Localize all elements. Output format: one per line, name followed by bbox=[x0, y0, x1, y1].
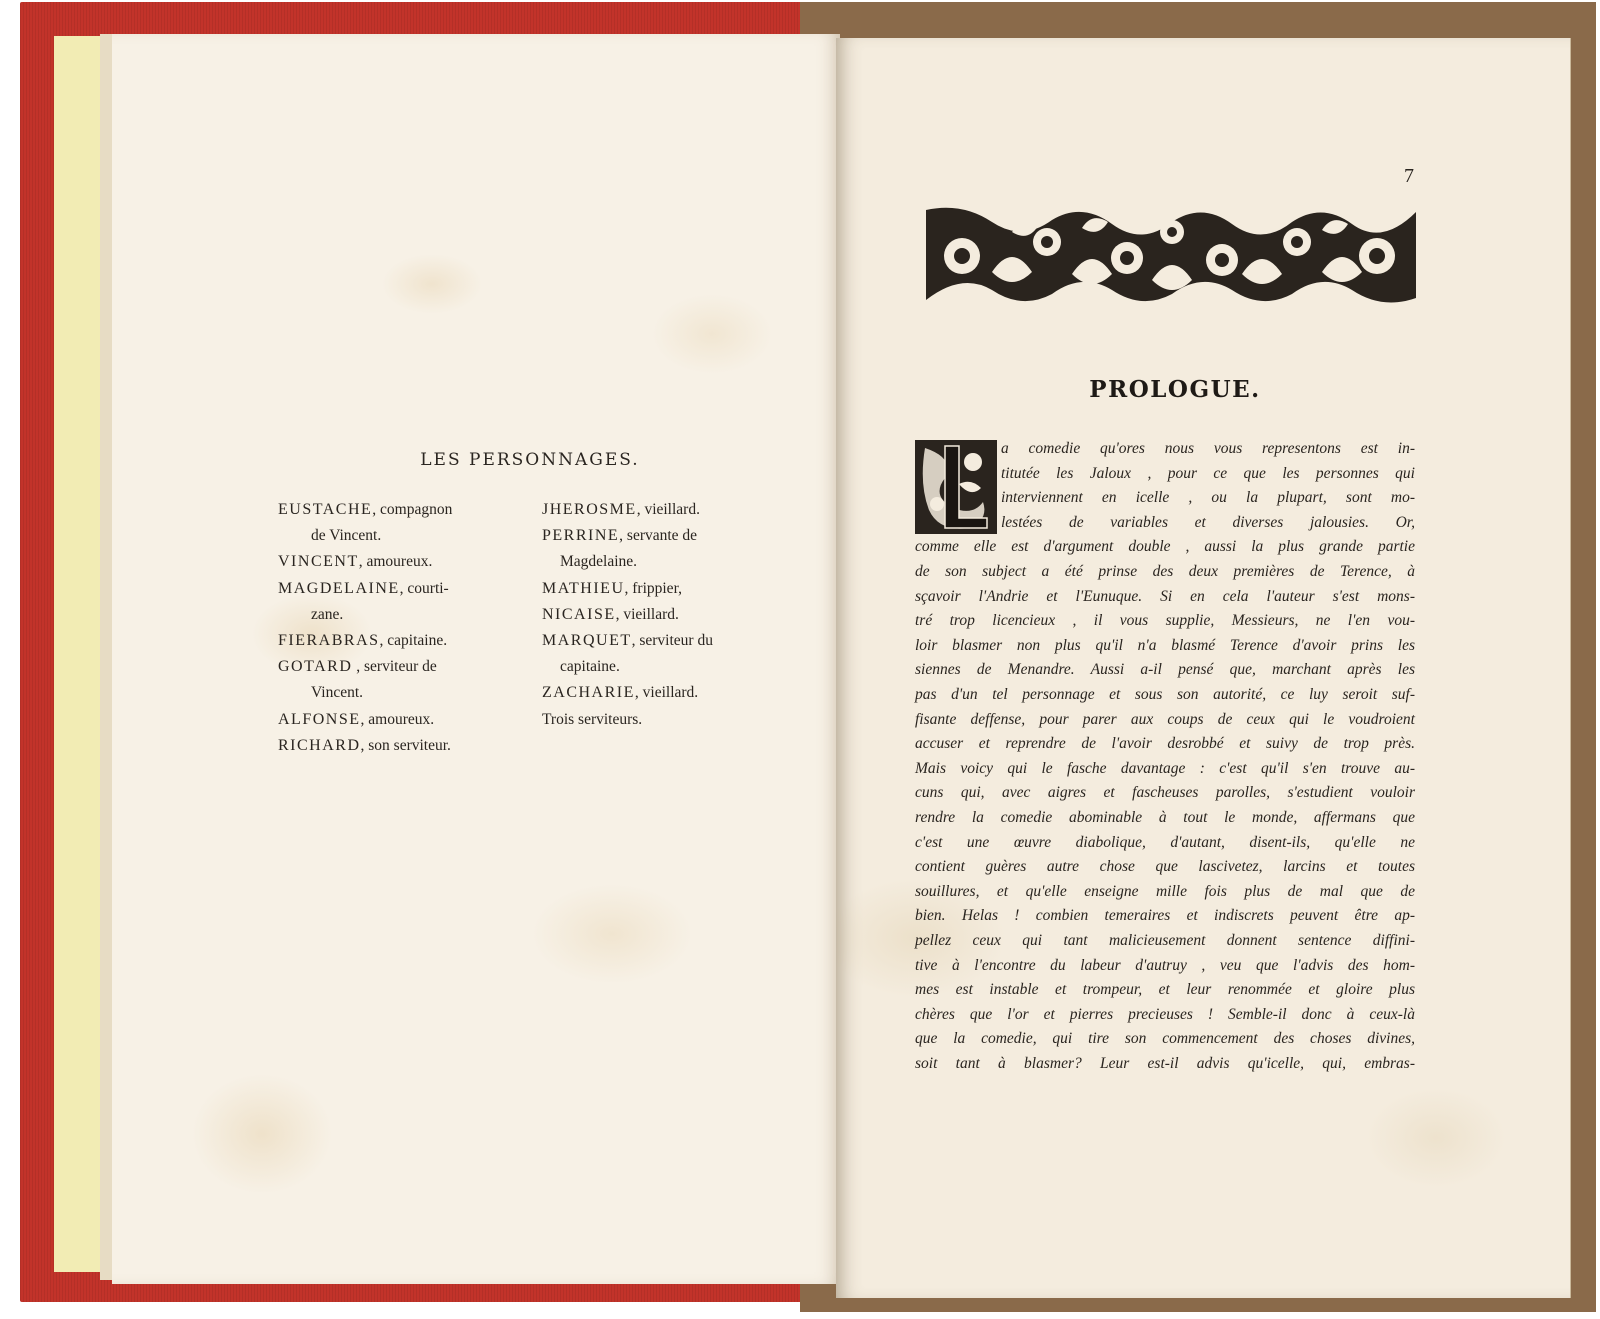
text-line: interviennent en icelle , ou la plupart, sont mo- bbox=[1001, 489, 1415, 507]
text-line: pas d'un tel personnage et sous son autorité, ce luy seroit suf- bbox=[915, 686, 1415, 703]
cast-entry bbox=[278, 549, 528, 575]
text-line: Mais voicy qui le fasche davantage : c'est qu'il s'en trouve au- bbox=[915, 759, 1415, 777]
character-description: , capitaine. bbox=[379, 632, 448, 650]
character-description: , frippier, bbox=[624, 579, 682, 597]
cast-entry bbox=[278, 497, 528, 523]
character-description: , amoureux. bbox=[360, 710, 435, 728]
character-description: , vieillard. bbox=[634, 684, 699, 702]
text-line: siennes de Menandre. Aussi a-il pensé que, marchant après les bbox=[915, 661, 1415, 679]
cast-entry bbox=[278, 733, 528, 759]
character-description-continued: capitaine. bbox=[560, 658, 620, 676]
text-line: lestées de variables et diverses jalousies. Or, bbox=[1001, 513, 1415, 531]
text-line: souillures, et qu'elle enseigne mille fois plus de mal que de bbox=[915, 882, 1415, 900]
text-line: pellez ceux qui tant malicieusement donnent sentence diffini- bbox=[915, 932, 1415, 949]
character-description: , vieillard. bbox=[636, 501, 700, 518]
text-line: mes est instable et trompeur, et leur renommée et gloire plus bbox=[915, 981, 1415, 999]
floral-headpiece-ornament bbox=[922, 202, 1420, 310]
character-name: ALFONSE bbox=[278, 710, 361, 728]
character-description: , serviteur du bbox=[631, 632, 713, 650]
decorated-initial-L bbox=[915, 440, 997, 534]
text-line: contient guères autre chose que lascivetez, larcins et toutes bbox=[915, 858, 1415, 876]
text-line: bien. Helas ! combien temeraires et indiscrets peuvent être ap- bbox=[915, 907, 1415, 925]
character-description: , serviteur de bbox=[352, 658, 437, 676]
character-description: , courti- bbox=[399, 579, 449, 597]
cast-entry bbox=[542, 707, 762, 733]
text-line: titutée les Jaloux , pour ce que les personnes qui bbox=[1001, 464, 1415, 482]
character-description: , compagnon bbox=[372, 501, 453, 518]
text-line: a comedie qu'ores nous vous representons est in- bbox=[1001, 440, 1415, 457]
character-description: , servante de bbox=[619, 527, 698, 545]
character-name: JHEROSME bbox=[542, 501, 637, 518]
character-name: NICAISE bbox=[542, 605, 616, 623]
cast-column-2 bbox=[542, 497, 762, 733]
cast-entry bbox=[542, 602, 762, 628]
cast-entry bbox=[542, 497, 762, 523]
text-line: chères que l'or et pierres precieuses ! Semble-il donc à ceux-là bbox=[915, 1005, 1415, 1023]
character-description: , vieillard. bbox=[615, 605, 679, 623]
text-line: cuns qui, avec aigres et fascheuses parolles, s'estudient vouloir bbox=[915, 784, 1415, 802]
text-line: tive à l'encontre du labeur d'autruy , veu que l'advis des hom- bbox=[915, 956, 1415, 974]
text-line: que la comedie, qui tire son commencement des choses divines, bbox=[915, 1030, 1415, 1048]
text-line: loir blasmer non plus qu'il n'a blasmé Terence d'avoir prins les bbox=[915, 636, 1415, 654]
character-name: ZACHARIE bbox=[542, 684, 635, 702]
cast-entry bbox=[542, 680, 762, 706]
character-name: MARQUET bbox=[542, 632, 632, 650]
text-line: rendre la comedie abominable à tout le monde, affermans que bbox=[915, 809, 1415, 826]
cast-entry bbox=[542, 576, 762, 602]
character-description-continued: de Vincent. bbox=[311, 527, 382, 545]
character-name: VINCENT bbox=[278, 553, 359, 571]
character-description-continued: Vincent. bbox=[311, 684, 364, 702]
cast-entry bbox=[278, 628, 528, 654]
cast-entry bbox=[278, 576, 528, 602]
character-description: , son serviteur. bbox=[360, 736, 451, 754]
personnages-heading: LES PERSONNAGES. bbox=[420, 450, 640, 470]
cast-entry bbox=[542, 523, 762, 549]
text-line: fisante deffense, pour parer aux coups de ceux qui le voudroient bbox=[915, 710, 1415, 728]
character-description-continued: Magdelaine. bbox=[560, 553, 638, 571]
text-line: c'est une œuvre diabolique, d'autant, disent-ils, qu'elle ne bbox=[915, 833, 1415, 851]
character-description: Trois serviteurs. bbox=[542, 710, 643, 728]
text-line: sçavoir l'Andrie et l'Eunuque. Si en cela l'auteur s'est mons- bbox=[915, 587, 1415, 605]
character-name: EUSTACHE bbox=[278, 501, 373, 518]
cast-entry bbox=[278, 654, 528, 680]
cast-entry bbox=[542, 628, 762, 654]
text-line: de son subject a été prinse des deux premières de Terence, à bbox=[915, 563, 1415, 580]
text-line: accuser et reprendre de l'avoir desrobbé et suivy de trop près. bbox=[915, 735, 1415, 753]
text-line: soit tant à blasmer? Leur est-il advis qu'icelle, qui, embras- bbox=[915, 1055, 1415, 1072]
page-number: 7 bbox=[1404, 165, 1414, 187]
cast-entry bbox=[278, 707, 528, 733]
character-name: PERRINE bbox=[542, 527, 620, 545]
character-name: FIERABRAS bbox=[278, 632, 380, 650]
character-name: MATHIEU bbox=[542, 579, 625, 597]
character-name: GOTARD bbox=[278, 658, 353, 676]
text-line: tré trop licencieux , il vous supplie, Messieurs, ne l'en vou- bbox=[915, 612, 1415, 630]
character-description: , amoureux. bbox=[358, 553, 433, 571]
character-name: RICHARD bbox=[278, 736, 361, 754]
cast-column-1 bbox=[278, 497, 528, 759]
character-name: MAGDELAINE bbox=[278, 579, 400, 597]
character-description-continued: zane. bbox=[311, 605, 344, 623]
text-line: comme elle est d'argument double , aussi la plus grande partie bbox=[915, 538, 1415, 556]
prologue-title: PROLOGUE. bbox=[1089, 376, 1261, 403]
